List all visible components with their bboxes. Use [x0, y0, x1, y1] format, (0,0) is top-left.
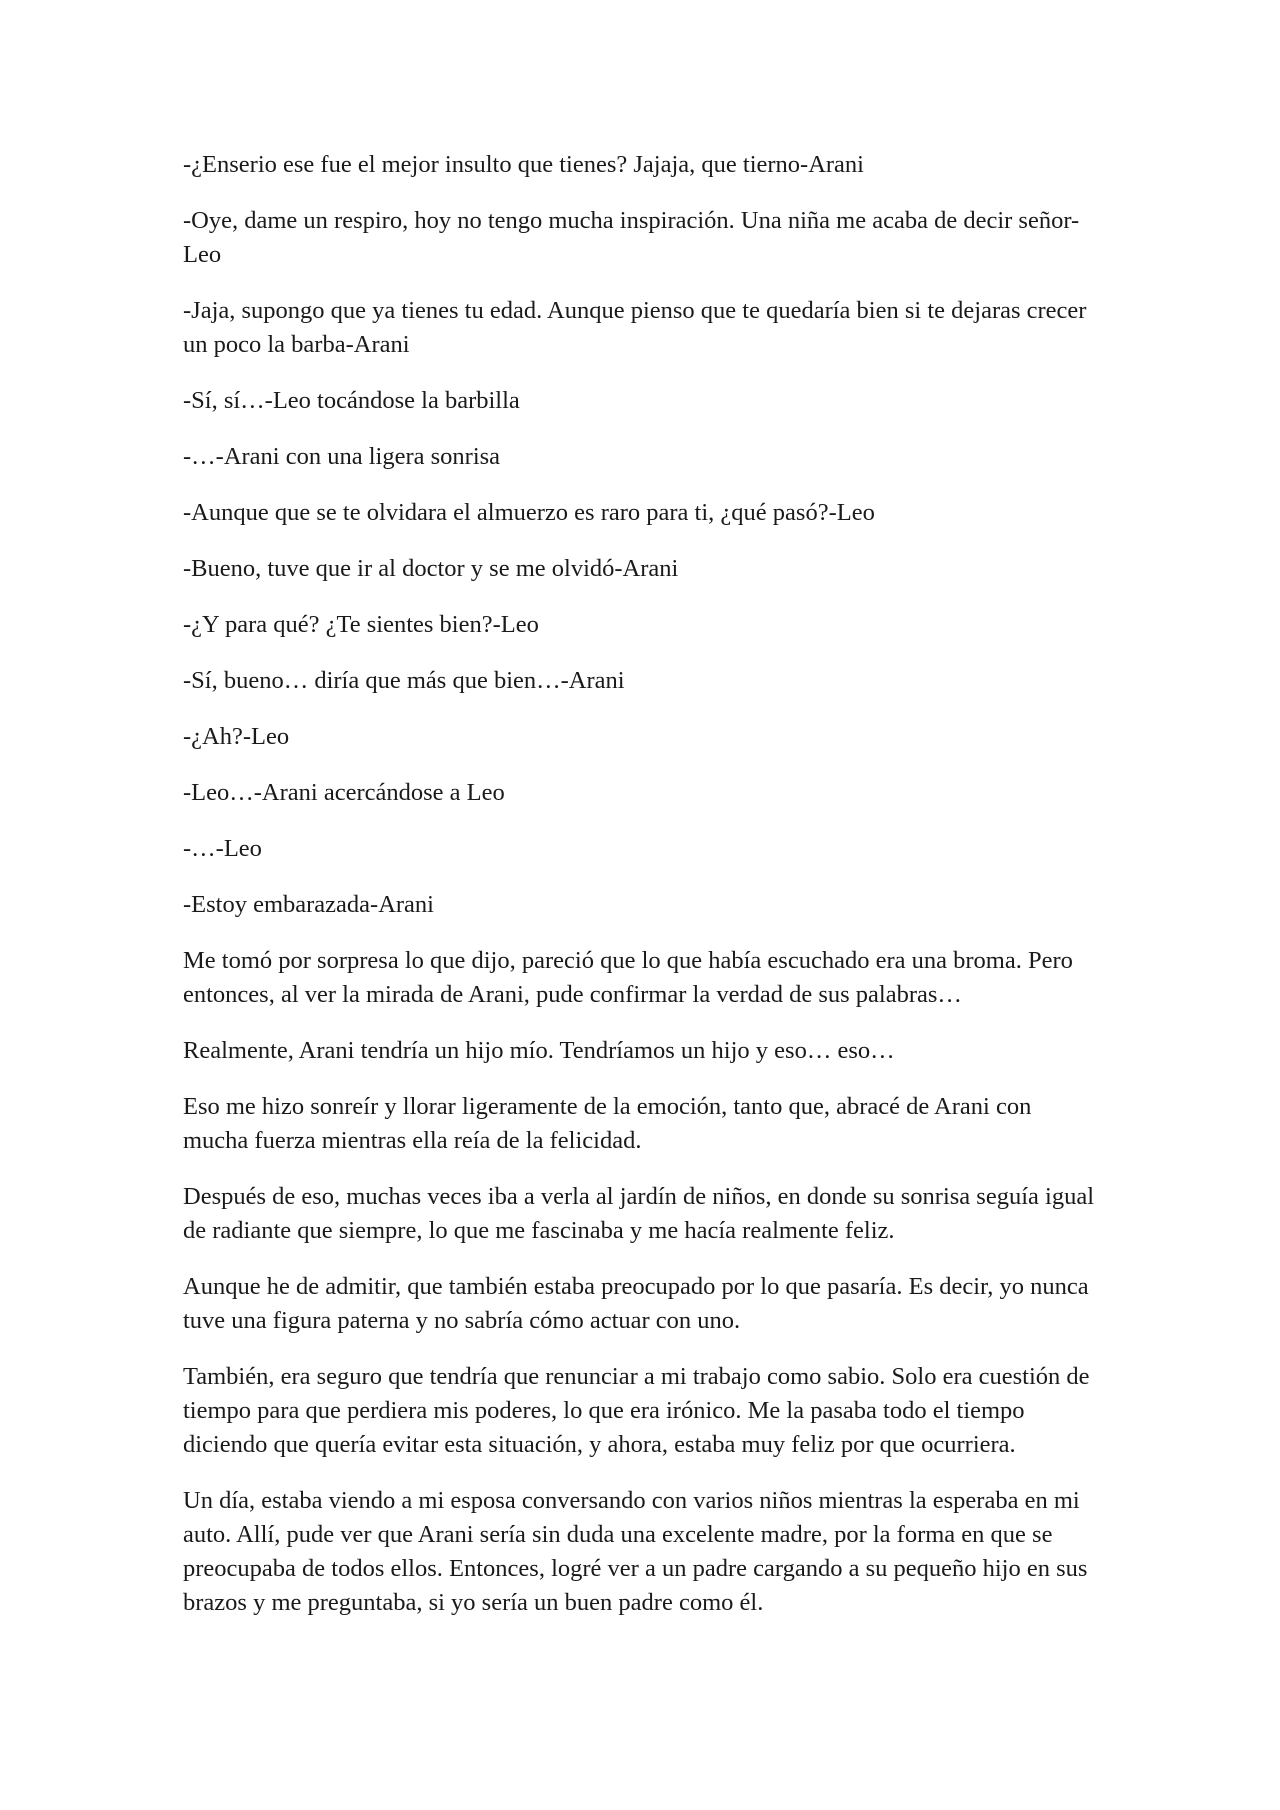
paragraph-12: -…-Leo — [183, 835, 262, 862]
paragraph-16: Eso me hizo sonreír y llorar ligeramente de la emoción, tanto que, abracé de Arani con mucha fuerza mientras ella reía de la felicidad. — [183, 1093, 1032, 1154]
paragraph-2: -Oye, dame un respiro, hoy no tengo mucha inspiración. Una niña me acaba de decir señor-Leo — [183, 207, 1080, 268]
paragraph-20: Un día, estaba viendo a mi esposa conversando con varios niños mientras la esperaba en mi auto. Allí, pude ver que Arani sería sin duda una excelente madre, por la forma en que se preocupaba de todos ellos. Entonces, logré ver a un padre cargando a su pequeño hijo en sus brazos y me preguntaba, si yo sería un buen padre como él. — [183, 1487, 1088, 1616]
paragraph-6: -Aunque que se te olvidara el almuerzo es raro para ti, ¿qué pasó?-Leo — [183, 499, 875, 526]
paragraph-8: -¿Y para qué? ¿Te sientes bien?-Leo — [183, 611, 539, 638]
paragraph-17: Después de eso, muchas veces iba a verla al jardín de niños, en donde su sonrisa seguía igual de radiante que siempre, lo que me fascinaba y me hacía realmente feliz. — [183, 1183, 1094, 1244]
paragraph-5: -…-Arani con una ligera sonrisa — [183, 443, 501, 470]
paragraph-4: -Sí, sí…-Leo tocándose la barbilla — [183, 387, 520, 414]
document-body — [183, 148, 1098, 1642]
paragraph-19: También, era seguro que tendría que renunciar a mi trabajo como sabio. Solo era cuestión de tiempo para que perdiera mis poderes, lo que era irónico. Me la pasaba todo el tiempo diciendo que quería evitar esta situación, y ahora, estaba muy feliz por que ocurriera. — [183, 1363, 1090, 1458]
paragraph-18: Aunque he de admitir, que también estaba preocupado por lo que pasaría. Es decir, yo nunca tuve una figura paterna y no sabría cómo actuar con uno. — [183, 1273, 1089, 1334]
paragraph-15: Realmente, Arani tendría un hijo mío. Tendríamos un hijo y eso… eso… — [183, 1037, 895, 1064]
paragraph-14: Me tomó por sorpresa lo que dijo, pareció que lo que había escuchado era una broma. Pero entonces, al ver la mirada de Arani, pude confirmar la verdad de sus palabras… — [183, 947, 1073, 1008]
paragraph-13: -Estoy embarazada-Arani — [183, 891, 434, 918]
paragraph-7: -Bueno, tuve que ir al doctor y se me olvidó-Arani — [183, 555, 679, 582]
paragraph-11: -Leo…-Arani acercándose a Leo — [183, 779, 505, 806]
paragraph-1: -¿Enserio ese fue el mejor insulto que tienes? Jajaja, que tierno-Arani — [183, 151, 864, 178]
paragraph-10: -¿Ah?-Leo — [183, 723, 290, 750]
paragraph-9: -Sí, bueno… diría que más que bien…-Arani — [183, 667, 625, 694]
paragraph-3: -Jaja, supongo que ya tienes tu edad. Aunque pienso que te quedaría bien si te dejaras crecer un poco la barba-Arani — [183, 297, 1087, 358]
